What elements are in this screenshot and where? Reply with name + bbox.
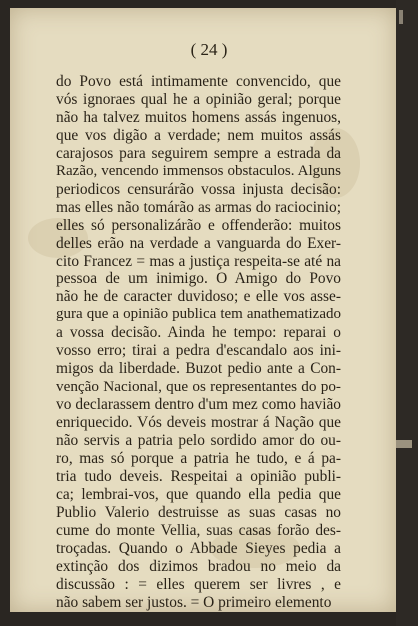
text-line: enriquecido. Vós deveis mostrar á Nação que <box>56 414 341 432</box>
page-edge-mark <box>399 10 403 24</box>
text-line: extinção dos dizimos bradou no meio da <box>56 557 341 575</box>
text-line: Publio Valerio destruisse as suas casas no <box>56 503 341 521</box>
book-spine-edge <box>396 0 418 626</box>
text-line: ro, mas só porque a patria he tudo, e á pa- <box>56 450 341 468</box>
text-line: não ha talvez muitos homens assás ingenuos, <box>56 108 341 126</box>
text-line: Razão, vencendo immensos obstaculos. Alguns <box>56 162 341 179</box>
text-line: pessoa de um inimigo. O Amigo do Povo <box>56 270 341 288</box>
text-line: gura que a opinião publica tem anathematizado <box>56 306 341 323</box>
text-line: carajosos para seguirem sempre a estrada da <box>56 144 341 162</box>
body-text <box>56 73 341 612</box>
page-edge-mark <box>396 440 412 448</box>
text-line: migos da liberdade. Buzot pedio ante a Con- <box>56 360 341 378</box>
text-line: a vossa decisão. Ainda he tempo: reparai o <box>56 324 341 342</box>
text-line: troçadas. Quando o Abbade Sieyes pedia a <box>56 539 341 557</box>
text-line: elles só personalizárão e offenderão: muitos <box>56 216 341 234</box>
text-line: vós ignoraes qual he a opinião geral; porque <box>56 90 341 108</box>
text-line: tria tudo deveis. Respeitai a opinião publi- <box>56 467 341 485</box>
text-line: vo declarassem dentro d'um mez como havião <box>56 396 341 414</box>
text-line: ca; lembrai-vos, que quando ella pedia que <box>56 485 341 503</box>
text-line: delles erão na verdade a vanguarda do Exer- <box>56 234 341 252</box>
text-line: cume do monte Vellia, suas casas forão des- <box>56 521 341 539</box>
text-line: periodicos censurárão vossa injusta decisão: <box>56 180 341 198</box>
text-line: não sabem ser justos. = O primeiro elemento <box>56 593 332 611</box>
text-line: venção Nacional, que os representantes do po- <box>56 378 341 396</box>
text-line: discussão : = elles querem ser livres , e <box>56 575 341 593</box>
text-line: não servis a patria pelo sordido amor do ou- <box>56 432 341 450</box>
text-line: cito Francez = mas a justiça respeita-se até na <box>56 252 341 270</box>
text-line: não he de caracter duvidoso; e elle vos asse- <box>56 288 341 306</box>
text-line: que vos digão a verdade; nem muitos assás <box>56 126 341 144</box>
text-line: mas elles não tomárão as armas do raciocinio; <box>56 198 341 216</box>
page-number: ( 24 ) <box>190 40 228 59</box>
text-line: do Povo está intimamente convencido, que <box>56 73 341 90</box>
text-line: vosso erro; tirai a pedra d'escandalo aos ini- <box>56 342 341 360</box>
